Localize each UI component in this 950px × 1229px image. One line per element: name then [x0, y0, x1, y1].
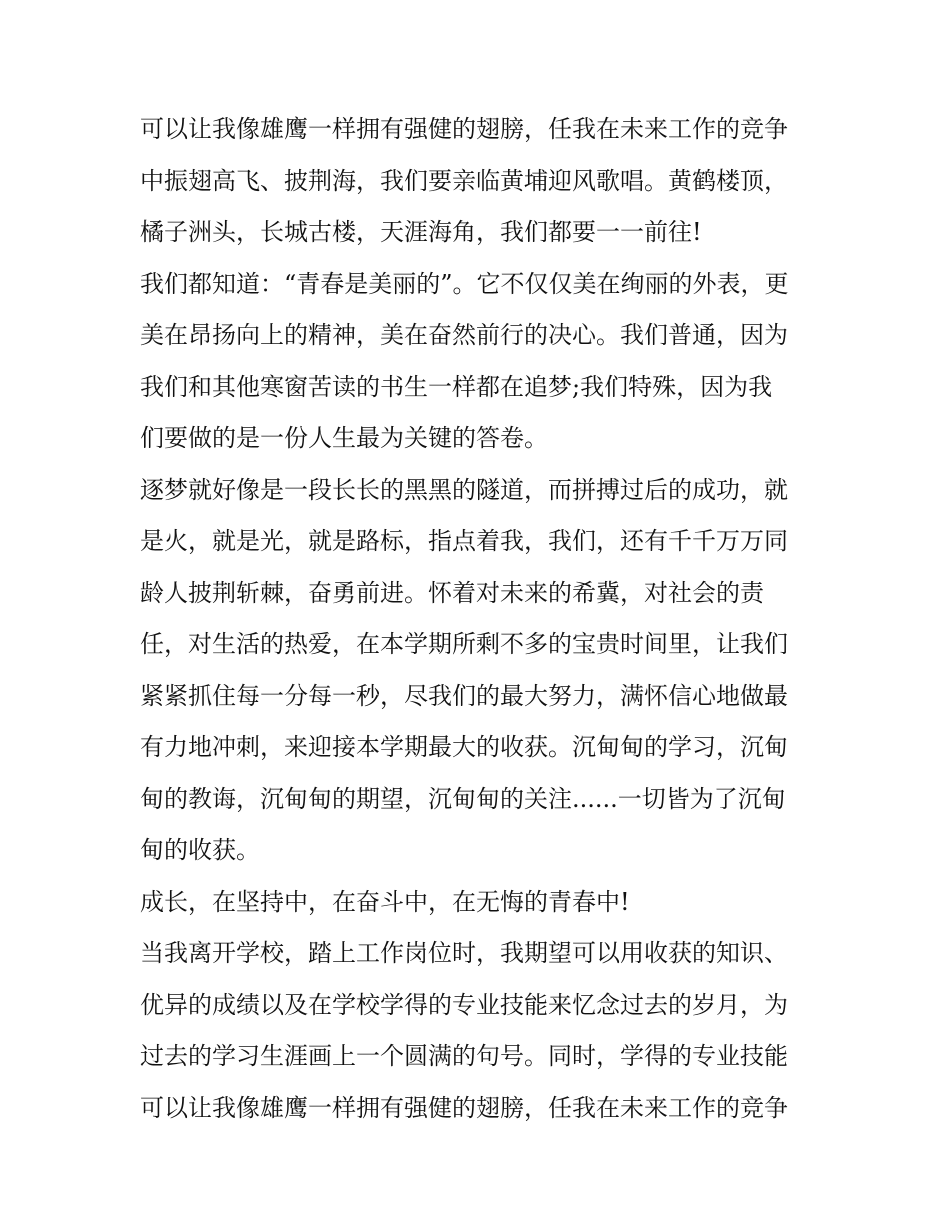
text-line: 是火，就是光，就是路标，指点着我，我们，还有千千万万同: [140, 527, 788, 555]
text-line: 过去的学习生涯画上一个圆满的句号。同时，学得的专业技能: [140, 1042, 788, 1070]
text-line: 可以让我像雄鹰一样拥有强健的翅膀，任我在未来工作的竞争: [140, 1093, 788, 1122]
text-line: 橘子洲头，长城古楼，天涯海角，我们都要一一前往!: [140, 218, 702, 246]
text-line: 有力地冲刺，来迎接本学期最大的收获。沉甸甸的学习，沉甸: [140, 733, 788, 761]
text-line: 中振翅高飞、披荆海，我们要亲临黄埔迎风歌唱。黄鹤楼顶，: [140, 166, 788, 195]
text-line: 甸的收获。: [140, 836, 260, 864]
text-line: 当我离开学校，踏上工作岗位时，我期望可以用收获的知识、: [140, 939, 788, 967]
text-line: 优异的成绩以及在学校学得的专业技能来忆念过去的岁月，为: [140, 990, 788, 1019]
text-line: 们要做的是一份人生最为关键的答卷。: [140, 424, 548, 452]
text-line: 龄人披荆斩棘，奋勇前进。怀着对未来的希冀，对社会的责: [140, 578, 764, 607]
text-line: 可以让我像雄鹰一样拥有强健的翅膀，任我在未来工作的竞争: [140, 115, 788, 143]
text-line: 甸的教诲，沉甸甸的期望，沉甸甸的关注......一切皆为了沉甸: [140, 784, 786, 813]
text-line: 逐梦就好像是一段长长的黑黑的隧道，而拼搏过后的成功，就: [140, 475, 788, 504]
text-line: 成长，在坚持中，在奋斗中，在无悔的青春中!: [140, 887, 630, 916]
text-line: 我们和其他寒窗苦读的书生一样都在追梦;我们特殊，因为我: [140, 372, 773, 401]
text-line: 美在昂扬向上的精神，美在奋然前行的决心。我们普通，因为: [140, 321, 788, 349]
text-line: 紧紧抓住每一分每一秒，尽我们的最大努力，满怀信心地做最: [140, 681, 788, 710]
text-line: 我们都知道：“青春是美丽的”。它不仅仅美在绚丽的外表，更: [140, 269, 789, 298]
text-line: 任，对生活的热爱，在本学期所剩不多的宝贵时间里，让我们: [140, 630, 788, 658]
document-body: [140, 104, 820, 1134]
